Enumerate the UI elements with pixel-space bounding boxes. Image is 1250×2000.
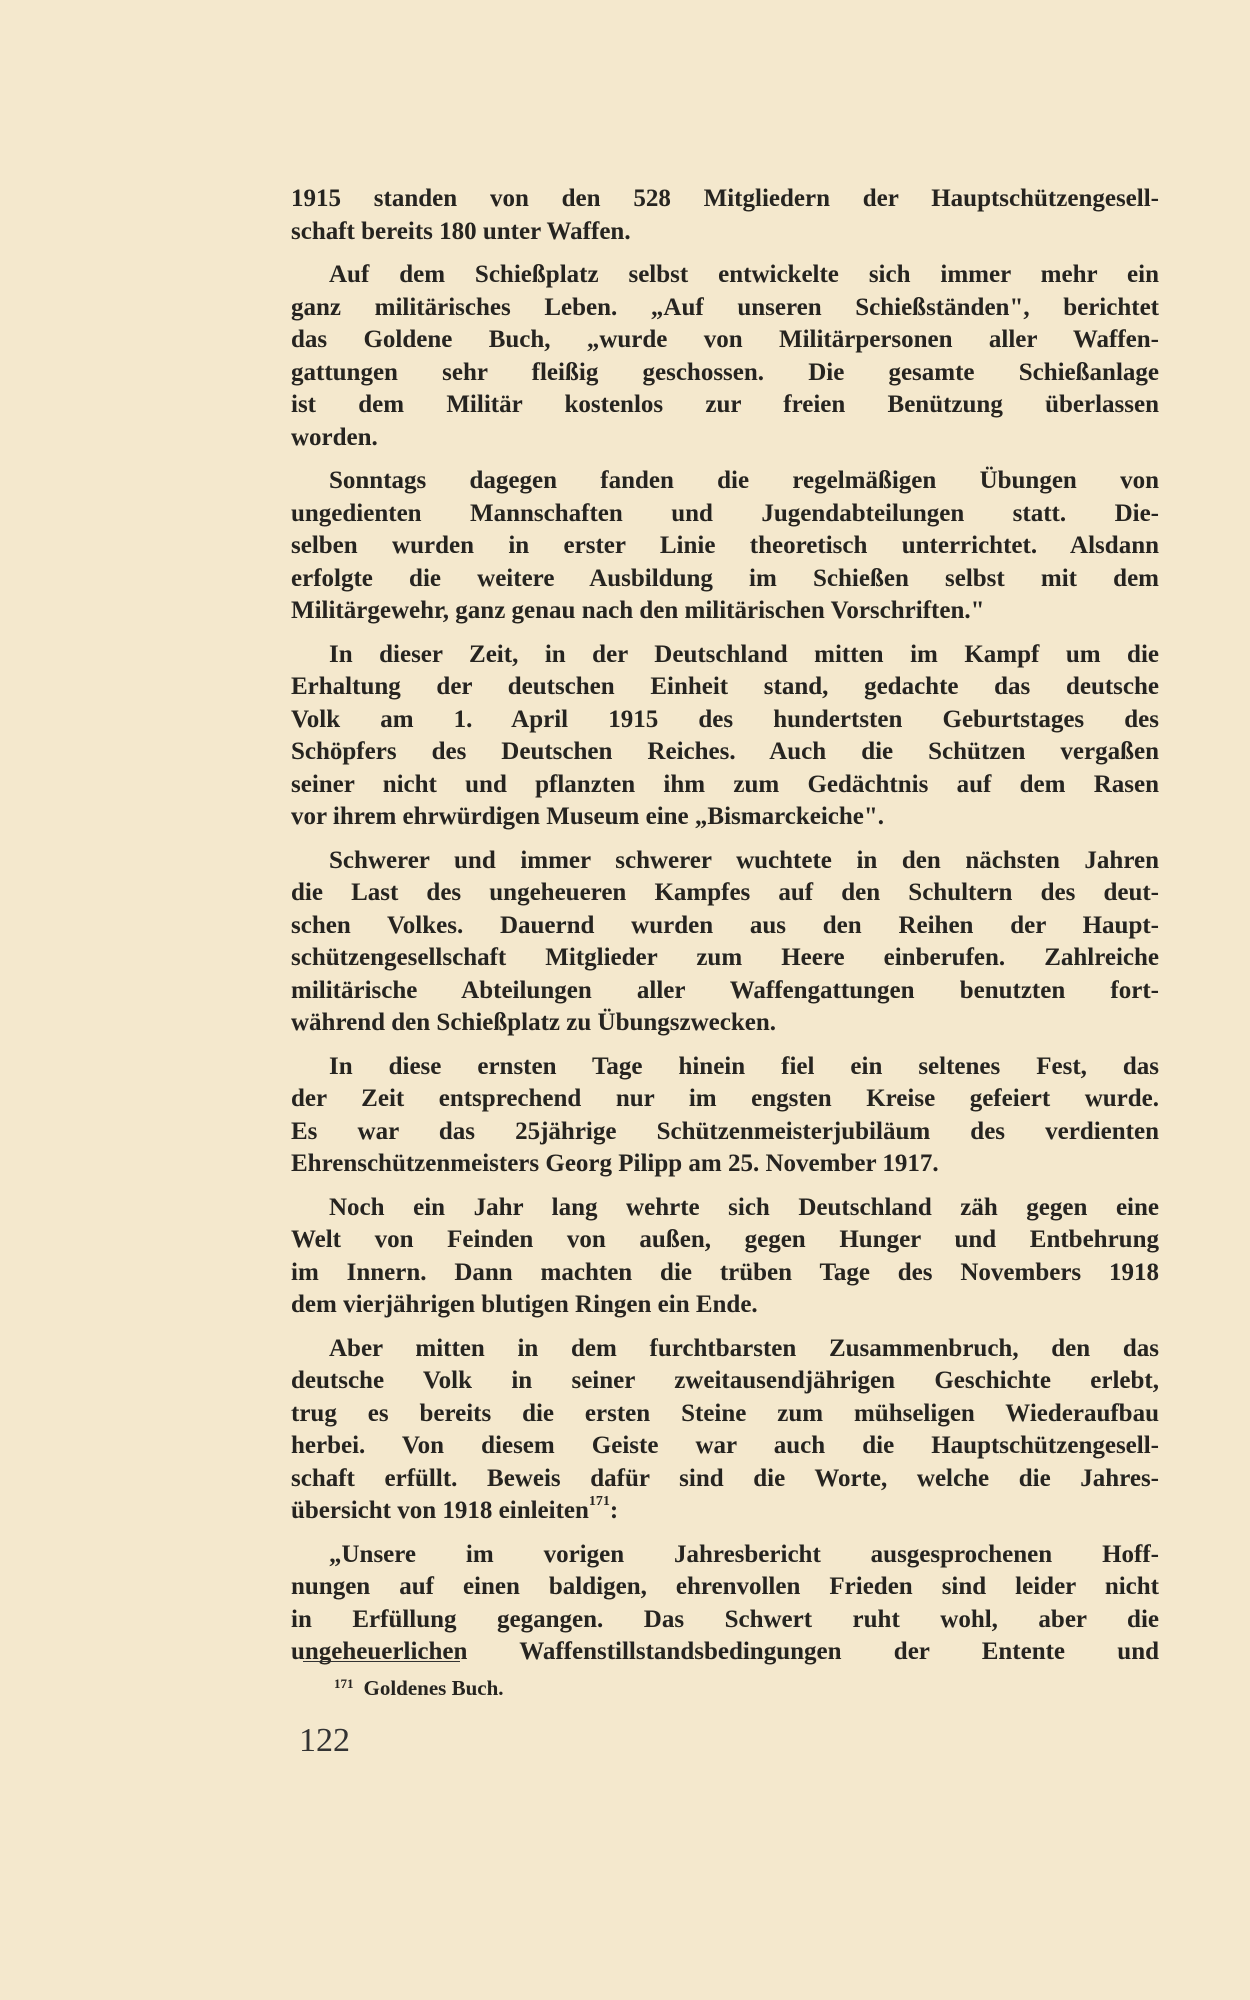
line-text: Volk am 1. April 1915 des hundertsten Geburtstages des — [291, 705, 1159, 733]
text-line — [291, 671, 1159, 704]
line-text: Aber mitten in dem furchtbarsten Zusammenbruch, den das — [329, 1334, 1159, 1362]
line-text: Ehrenschützenmeisters Georg Pilipp am 25. November 1917. — [291, 1150, 939, 1177]
line-text: schützengesellschaft Mitglieder zum Heere einberufen. Zahlreiche — [291, 944, 1159, 971]
line-text: trug es bereits die ersten Steine zum mühseligen Wiederaufbau — [291, 1399, 1159, 1427]
line-text: militärische Abteilungen aller Waffengattungen benutzten fort- — [291, 976, 1159, 1004]
line-text: nungen auf einen baldigen, ehrenvollen Frieden sind leider nicht — [291, 1573, 1159, 1600]
punctuation: : — [609, 1497, 619, 1524]
text-line — [291, 422, 1159, 455]
text-line — [291, 1539, 1159, 1572]
line-text: In dieser Zeit, in der Deutschland mitten im Kampf um die — [329, 640, 1159, 668]
line-text: schaft erfüllt. Beweis dafür sind die Worte, welche die Jahres- — [291, 1464, 1159, 1492]
text-line — [291, 639, 1159, 672]
text-line — [291, 1148, 1159, 1181]
line-text: schaft bereits 180 unter Waffen. — [291, 217, 631, 245]
text-line — [291, 1365, 1159, 1398]
footnote-reference: 171 — [588, 1494, 610, 1509]
footnote-text: Goldenes Buch. — [363, 1676, 504, 1700]
paragraph — [291, 1333, 1159, 1528]
footnote — [334, 1676, 504, 1701]
line-text: „Unsere im vorigen Jahresbericht ausgesprochenen Hoff- — [329, 1540, 1159, 1568]
text-line — [291, 942, 1159, 975]
text-line — [291, 704, 1159, 737]
text-line — [291, 183, 1159, 216]
line-text: Militärgewehr, ganz genau nach den militärischen Vorschriften." — [291, 597, 985, 624]
text-line — [291, 465, 1159, 498]
text-line — [291, 357, 1159, 390]
text-line — [291, 1289, 1159, 1322]
line-text: vor ihrem ehrwürdigen Museum eine „Bismarckeiche". — [291, 803, 884, 830]
text-line — [291, 975, 1159, 1008]
text-line — [291, 324, 1159, 357]
line-text: ganz militärisches Leben. „Auf unseren Schießständen", berichtet — [291, 293, 1159, 321]
text-line — [291, 292, 1159, 325]
line-text: Schöpfers des Deutschen Reiches. Auch die Schützen vergaßen — [291, 738, 1159, 765]
line-text: übersicht von 1918 einleiten — [291, 1497, 589, 1524]
text-line — [291, 801, 1159, 834]
paragraph — [291, 259, 1159, 454]
text-line — [291, 769, 1159, 802]
line-text: 1915 standen von den 528 Mitgliedern der Hauptschützengesell- — [291, 185, 1159, 212]
paragraph — [291, 639, 1159, 834]
text-line — [291, 563, 1159, 596]
line-text: ist dem Militär kostenlos zur freien Benützung überlassen — [291, 391, 1159, 418]
text-line — [291, 530, 1159, 563]
line-text: die Last des ungeheueren Kampfes auf den Schultern des deut- — [291, 879, 1159, 906]
text-line — [291, 1192, 1159, 1225]
text-line — [291, 259, 1159, 292]
text-line — [291, 1051, 1159, 1084]
text-line — [291, 877, 1159, 910]
text-line — [291, 1116, 1159, 1149]
line-text: im Innern. Dann machten die trüben Tage des Novembers 1918 — [291, 1258, 1159, 1286]
line-text: Auf dem Schießplatz selbst entwickelte sich immer mehr ein — [329, 261, 1159, 288]
text-line — [291, 1571, 1159, 1604]
text-line — [291, 595, 1159, 628]
text-line — [291, 1224, 1159, 1257]
line-text: Es war das 25jährige Schützenmeisterjubiläum des verdienten — [291, 1117, 1159, 1145]
line-text: ungedienten Mannschaften und Jugendabteilungen statt. Die- — [291, 499, 1159, 527]
text-line — [291, 736, 1159, 769]
text-line — [291, 1398, 1159, 1431]
text-line — [291, 1083, 1159, 1116]
line-text: deutsche Volk in seiner zweitausendjährigen Geschichte erlebt, — [291, 1367, 1159, 1394]
line-text: erfolgte die weitere Ausbildung im Schießen selbst mit dem — [291, 564, 1159, 592]
line-text: Sonntags dagegen fanden die regelmäßigen Übungen von — [329, 467, 1159, 494]
text-line — [291, 845, 1159, 878]
line-text: schen Volkes. Dauernd wurden aus den Reihen der Haupt- — [291, 911, 1159, 939]
text-line — [291, 1007, 1159, 1040]
line-text: herbei. Von diesem Geiste war auch die Hauptschützengesell- — [291, 1432, 1159, 1459]
text-line — [291, 389, 1159, 422]
line-text: In diese ernsten Tage hinein fiel ein seltenes Fest, das — [329, 1052, 1159, 1080]
line-text: ungeheuerlichen Waffenstillstandsbedingungen der Entente und — [291, 1638, 1159, 1665]
text-line — [291, 1333, 1159, 1366]
line-text: Schwerer und immer schwerer wuchtete in den nächsten Jahren — [329, 846, 1159, 874]
text-line — [291, 1604, 1159, 1637]
line-text: worden. — [291, 423, 378, 451]
line-text: dem vierjährigen blutigen Ringen ein Ende. — [291, 1291, 758, 1318]
line-text: Noch ein Jahr lang wehrte sich Deutschland zäh gegen eine — [329, 1193, 1159, 1221]
line-text: in Erfüllung gegangen. Das Schwert ruht wohl, aber die — [291, 1605, 1159, 1633]
text-line — [291, 1257, 1159, 1290]
line-text: Erhaltung der deutschen Einheit stand, gedachte das deutsche — [291, 673, 1159, 700]
paragraph — [291, 1539, 1159, 1669]
paragraph — [291, 465, 1159, 628]
footnote-number: 171 — [334, 1676, 354, 1691]
paragraph — [291, 845, 1159, 1040]
text-line — [291, 1430, 1159, 1463]
paragraph — [291, 1192, 1159, 1322]
text-line — [291, 910, 1159, 943]
line-text: seiner nicht und pflanzten ihm zum Gedächtnis auf dem Rasen — [291, 770, 1159, 798]
line-text: Welt von Feinden von außen, gegen Hunger und Entbehrung — [291, 1226, 1159, 1253]
paragraph — [291, 1051, 1159, 1181]
footnote-divider — [303, 1661, 460, 1662]
line-text: selben wurden in erster Linie theoretisch unterrichtet. Alsdann — [291, 532, 1159, 559]
text-line — [291, 1463, 1159, 1496]
text-line — [291, 216, 1159, 249]
line-text: während den Schießplatz zu Übungszwecken. — [291, 1009, 777, 1036]
text-line — [291, 1636, 1159, 1669]
line-text: der Zeit entsprechend nur im engsten Kreise gefeiert wurde. — [291, 1085, 1159, 1112]
line-text: das Goldene Buch, „wurde von Militärpersonen aller Waffen- — [291, 326, 1159, 353]
text-line — [291, 498, 1159, 531]
paragraph — [291, 183, 1159, 248]
body-text — [291, 183, 1159, 1680]
page-number: 122 — [299, 1722, 350, 1759]
line-text: gattungen sehr fleißig geschossen. Die gesamte Schießanlage — [291, 358, 1159, 386]
text-line — [291, 1495, 1159, 1528]
